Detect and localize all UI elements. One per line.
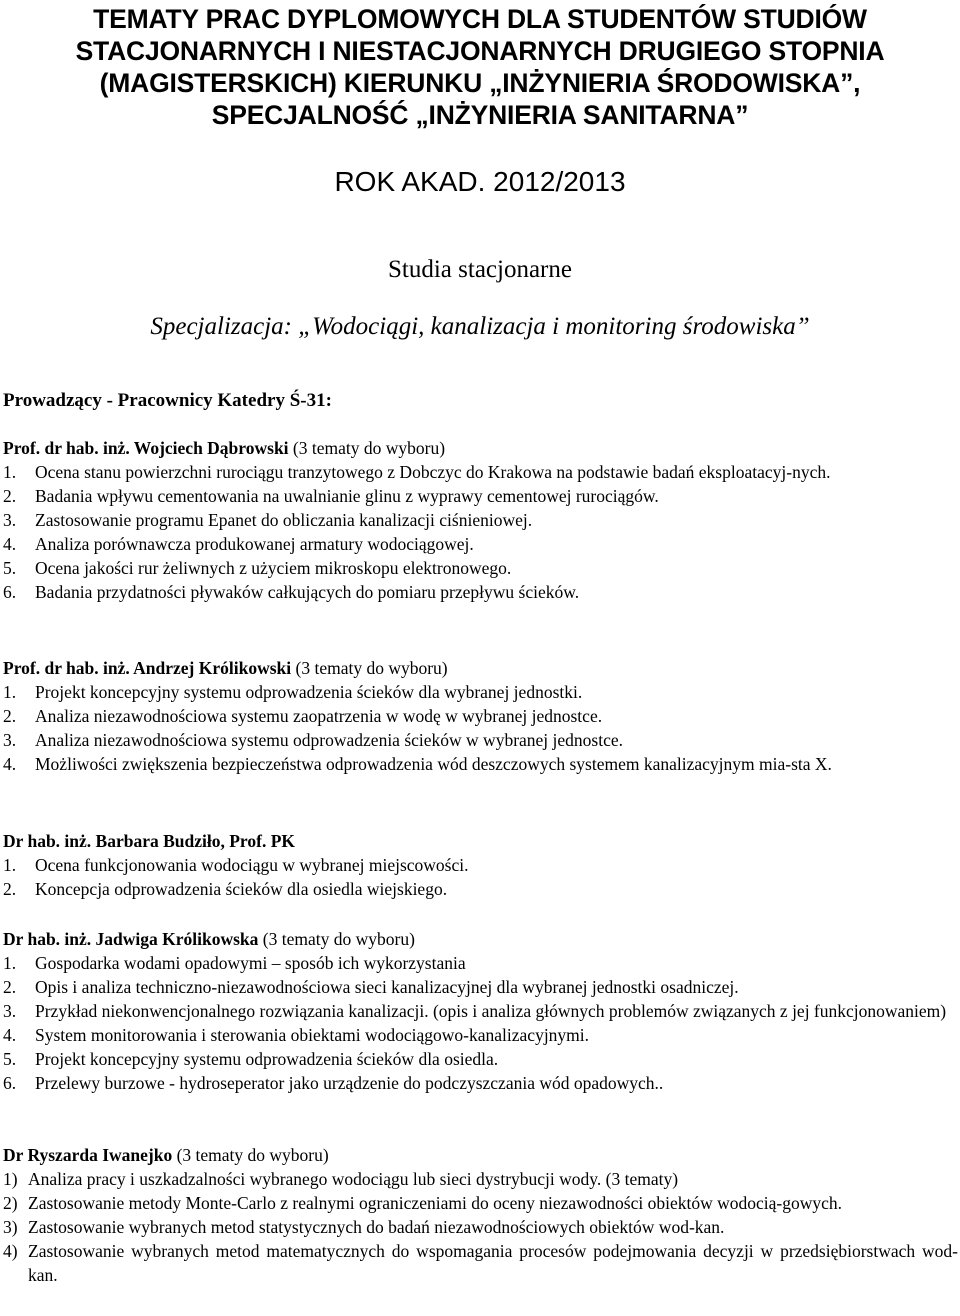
topic-text: Analiza niezawodnościowa systemu zaopatrzenia w wodę w wybranej jednostce. [35,706,603,726]
topic-item [3,951,958,975]
topic-text: Projekt koncepcyjny systemu odprowadzenia ścieków dla wybranej jednostki. [35,682,583,702]
topic-number: 3. [3,510,17,530]
supervisor-name: Prof. dr hab. inż. Wojciech Dąbrowski [3,438,289,458]
supervisor-note: (3 tematy do wyboru) [291,658,448,678]
topic-number: 2. [3,977,17,997]
specialization: Specjalizacja: „Wodociągi, kanalizacja i monitoring środowiska” [150,313,810,340]
topic-item [3,532,958,556]
topic-item [3,728,958,752]
topic-text: Zastosowanie metody Monte-Carlo z realnymi ograniczeniami do oceny niezawodności obiektów wodocią-gowych. [28,1193,842,1213]
topic-number: 3. [3,1001,17,1021]
topic-item [3,460,958,484]
topic-number: 3. [3,730,17,750]
topic-text: Ocena funkcjonowania wodociągu w wybranej miejscowości. [35,855,469,875]
topic-number: 2. [3,706,17,726]
topic-text: Analiza niezawodnościowa systemu odprowadzenia ścieków w wybranej jednostce. [35,730,624,750]
topic-number: 1. [3,855,17,875]
topic-item [3,1047,958,1071]
supervisor-name: Dr hab. inż. Barbara Budziło, Prof. PK [3,831,296,851]
topic-text: Zastosowanie programu Epanet do obliczania kanalizacji ciśnieniowej. [35,510,533,530]
topic-text: Opis i analiza techniczno-niezawodnościowa sieci kanalizacyjnej dla wybranej jednostki osadniczej. [35,977,739,997]
topic-item [3,999,958,1023]
topic-text: Zastosowanie wybranych metod matematycznych do wspomagania procesów podejmowania decyzji w przedsiębiorstwach wod-kan. [28,1241,958,1285]
supervisor-heading [3,436,958,460]
topic-number: 2. [3,486,17,506]
topic-item [3,1023,958,1047]
topic-text: Koncepcja odprowadzenia ścieków dla osiedla wiejskiego. [35,879,448,899]
topic-text: Badania przydatności pływaków całkujących do pomiaru przepływu ścieków. [35,582,580,602]
supervisor-note: (3 tematy do wyboru) [288,438,446,458]
topic-text: Analiza pracy i uszkadzalności wybranego wodociągu lub sieci dystrybucji wody. (3 tematy) [28,1169,679,1189]
supervisor-heading [3,1143,958,1167]
topic-number: 1. [3,953,17,973]
supervisor-heading [3,656,958,680]
topic-text: Gospodarka wodami opadowymi – sposób ich wykorzystania [35,953,466,973]
topic-item [3,1071,958,1095]
topic-text: Projekt koncepcyjny systemu odprowadzenia ścieków dla osiedla. [35,1049,499,1069]
title-line: TEMATY PRAC DYPLOMOWYCH DLA STUDENTÓW STUDIÓW [93,4,867,34]
title-line: SPECJALNOŚĆ „INŻYNIERIA SANITARNA” [211,100,749,130]
topic-text: Ocena stanu powierzchni rurociągu tranzytowego z Dobczyc do Krakowa na podstawie badań eksploatacyj-nych. [35,462,831,482]
topic-item [3,680,958,704]
topic-item [3,752,958,776]
study-mode: Studia stacjonarne [388,256,572,283]
topic-number: 1. [3,462,17,482]
supervisor-section [3,656,958,776]
topic-number: 6. [3,1073,17,1093]
topic-item [3,1167,958,1191]
supervisor-section [3,1143,958,1287]
topic-item [3,975,958,999]
topic-text: Badania wpływu cementowania na uwalnianie glinu z wyprawy cementowej rurociągów. [35,486,659,506]
supervisor-note: (3 tematy do wyboru) [258,929,415,949]
topic-number: 1. [3,682,17,702]
topic-text: Zastosowanie wybranych metod statystycznych do badań niezawodnościowych obiektów wod-kan. [28,1217,725,1237]
topic-number: 4) [3,1241,18,1261]
document-title [0,3,960,131]
supervisor-section [3,927,958,1095]
topic-text: Ocena jakości rur żeliwnych z użyciem mikroskopu elektronowego. [35,558,512,578]
topic-item [3,484,958,508]
topic-item [3,1191,958,1215]
topic-text: Możliwości zwiększenia bezpieczeństwa odprowadzenia wód deszczowych systemem kanalizacyjnym mia-sta X. [35,754,832,774]
topic-item [3,1215,958,1239]
supervisor-heading [3,927,958,951]
topic-item [3,853,958,877]
topic-text: Analiza porównawcza produkowanej armatury wodociągowej. [35,534,474,554]
topic-item [3,704,958,728]
topic-item [3,508,958,532]
supervisor-name: Dr hab. inż. Jadwiga Królikowska [3,929,259,949]
supervisor-name: Dr Ryszarda Iwanejko [3,1145,173,1165]
topic-item [3,580,958,604]
topic-number: 3) [3,1217,18,1237]
topic-number: 5. [3,1049,17,1069]
supervisor-name: Prof. dr hab. inż. Andrzej Królikowski [3,658,292,678]
supervisor-note: (3 tematy do wyboru) [172,1145,329,1165]
topic-number: 4. [3,1025,17,1045]
topic-number: 1) [3,1169,18,1189]
supervisors-heading: Prowadzący - Pracownicy Katedry Ś-31: [3,390,332,411]
topic-item [3,1239,958,1287]
title-line: (MAGISTERSKICH) KIERUNKU „INŻYNIERIA ŚRODOWISKA”, [99,68,861,98]
supervisor-section [3,829,958,901]
title-line: STACJONARNYCH I NIESTACJONARNYCH DRUGIEGO STOPNIA [75,36,885,66]
topic-number: 5. [3,558,17,578]
supervisor-heading [3,829,958,853]
topic-number: 6. [3,582,17,602]
topic-number: 4. [3,534,17,554]
topic-text: System monitorowania i sterowania obiektami wodociągowo-kanalizacyjnymi. [35,1025,590,1045]
topic-number: 2) [3,1193,18,1213]
topic-text: Przykład niekonwencjonalnego rozwiązania kanalizacji. (opis i analiza głównych problemów związanych z jej funkcjonowaniem) [35,1001,947,1021]
topic-number: 2. [3,879,17,899]
supervisor-section [3,436,958,604]
topic-item [3,556,958,580]
topic-item [3,877,958,901]
academic-year: ROK AKAD. 2012/2013 [334,166,626,197]
topic-text: Przelewy burzowe - hydroseperator jako urządzenie do podczyszczania wód opadowych.. [35,1073,664,1093]
topic-number: 4. [3,754,17,774]
